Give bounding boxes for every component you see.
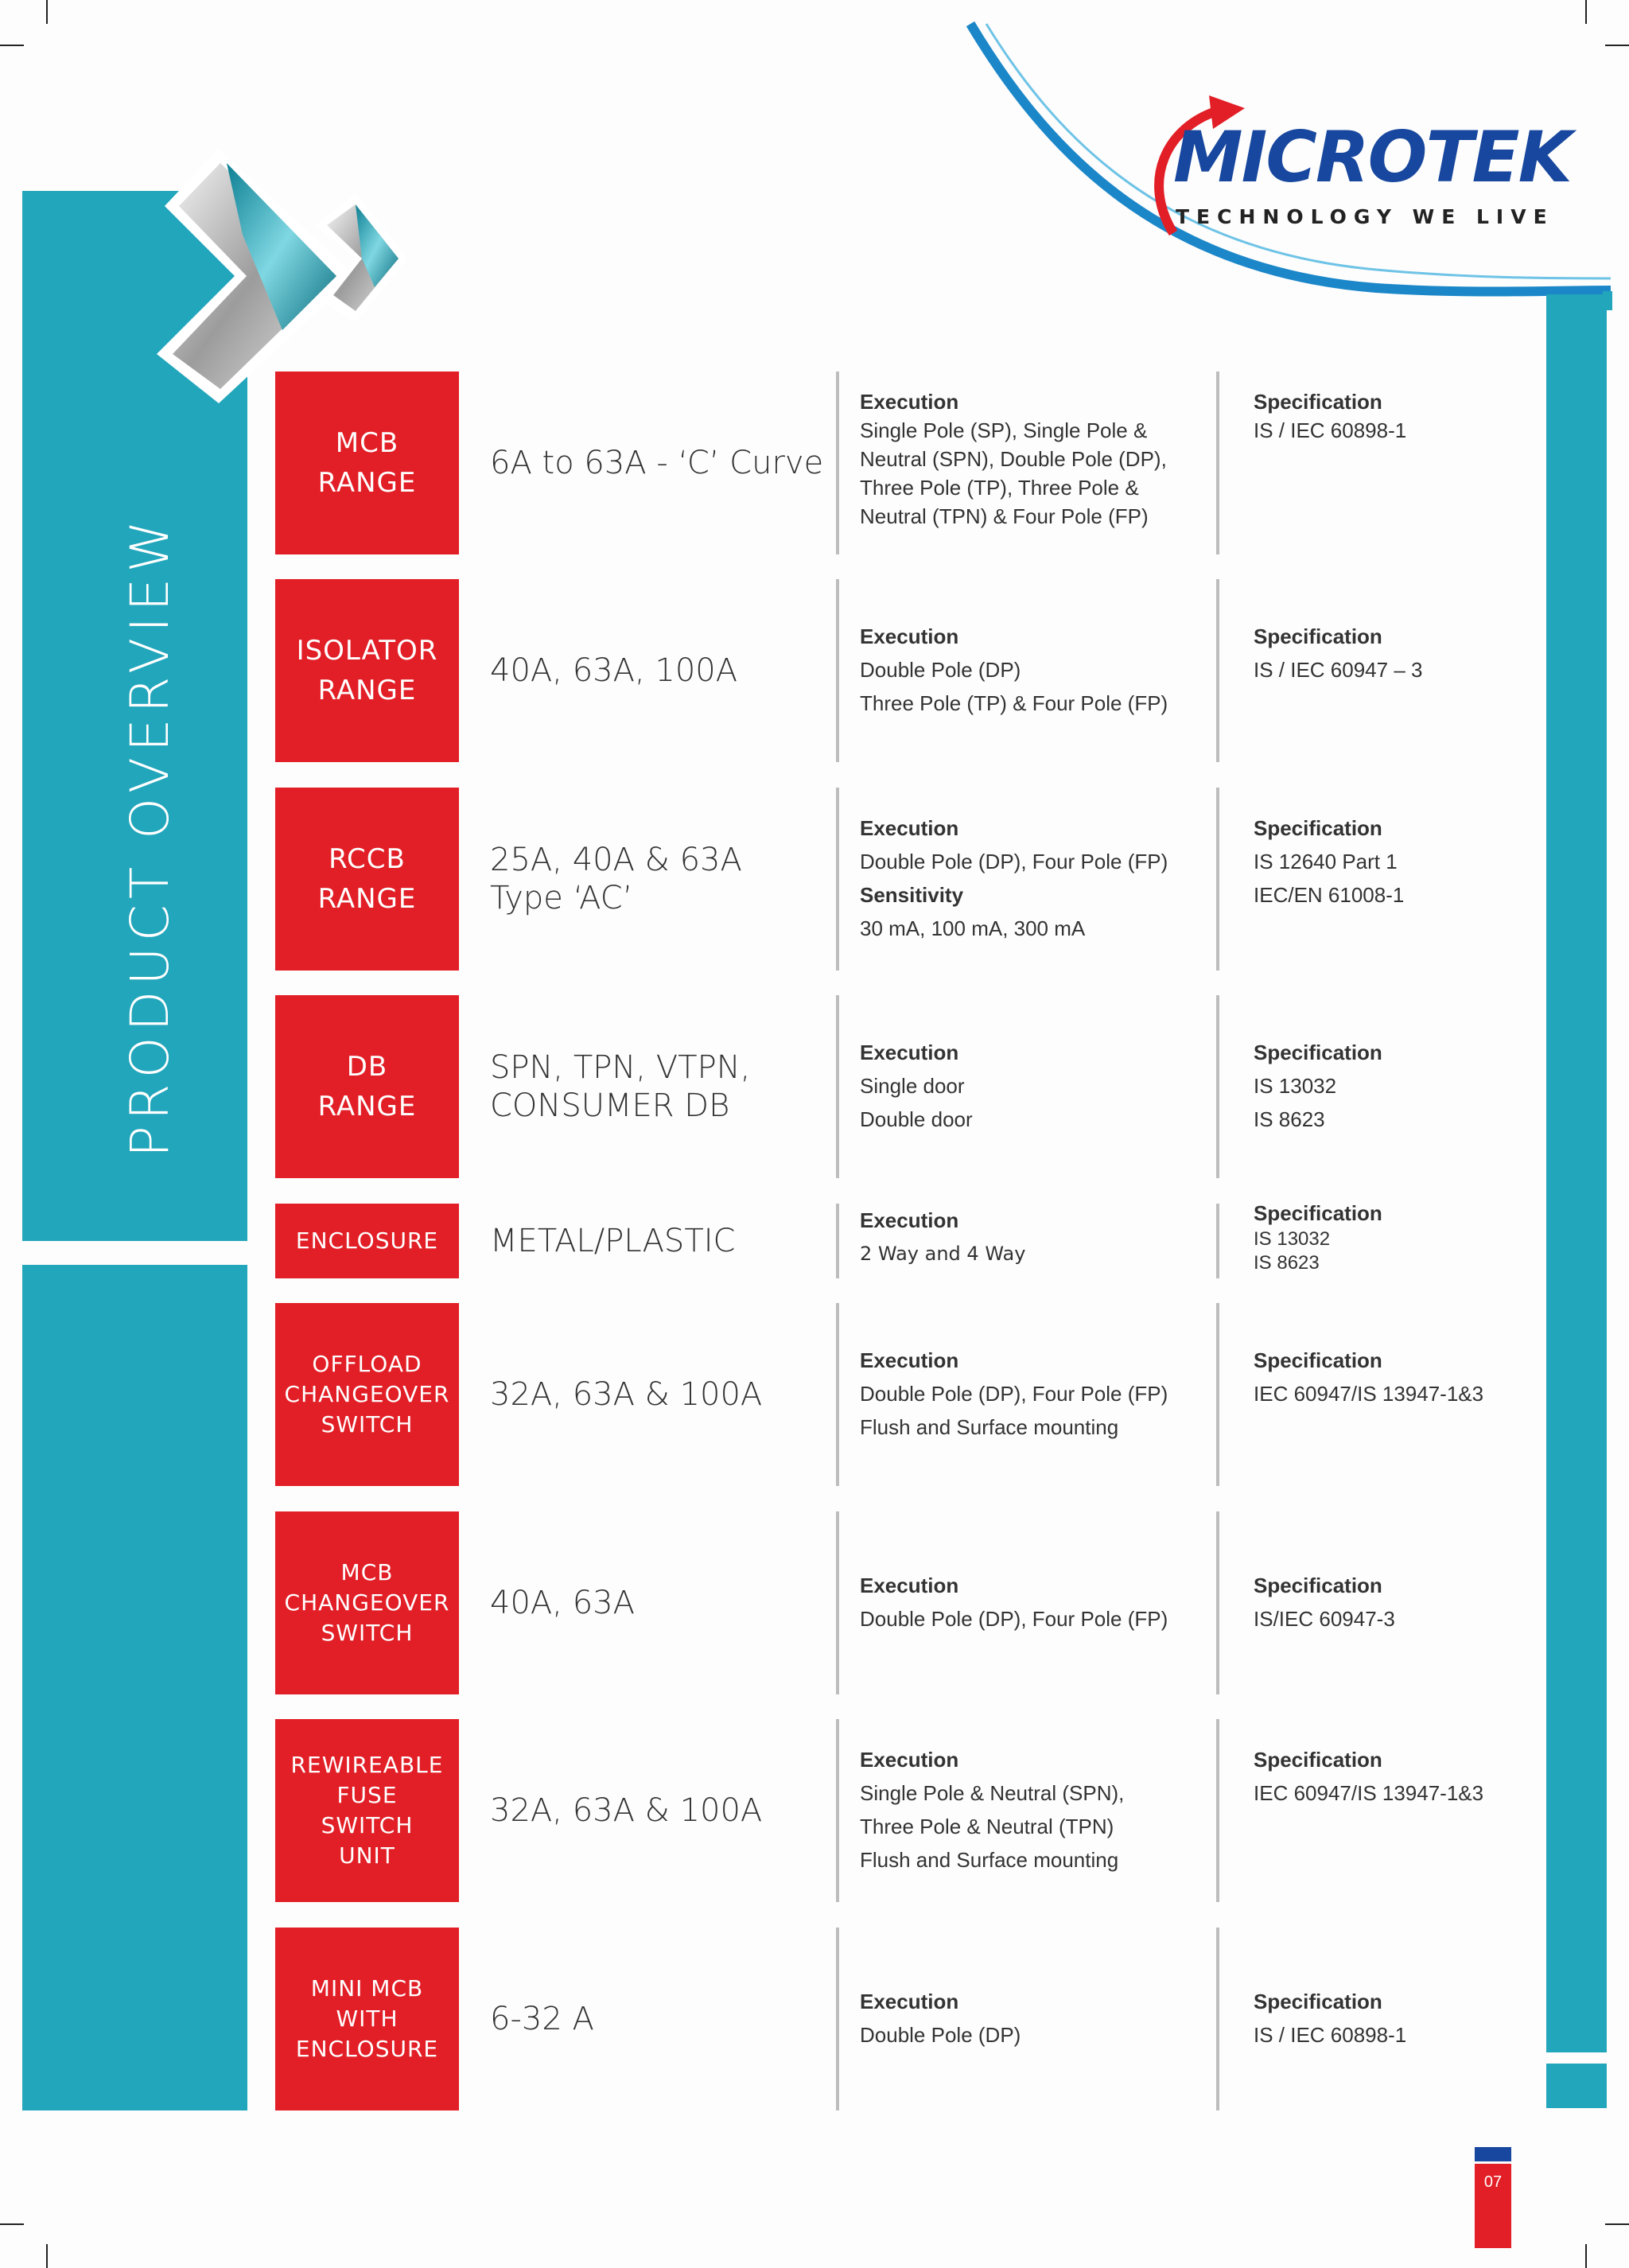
specification-block: [1254, 1036, 1532, 1136]
specification-heading: Specification: [1254, 624, 1382, 648]
execution-heading: Execution: [860, 816, 959, 840]
category-label: ISOLATOR RANGE: [275, 579, 459, 762]
execution-heading: Execution: [860, 1208, 959, 1232]
page-number: 07: [1475, 2164, 1511, 2248]
column-divider: [1216, 1511, 1219, 1694]
column-divider: [1216, 372, 1219, 554]
category-label: MCB RANGE: [275, 372, 459, 554]
category-label: MCB CHANGEOVER SWITCH: [275, 1511, 459, 1694]
specification-heading: Specification: [1254, 1201, 1382, 1225]
product-row-mini-mcb: [275, 1928, 1540, 2110]
execution-text: Double Pole (DP), Four Pole (FP): [860, 850, 1168, 873]
specification-heading: Specification: [1254, 816, 1382, 840]
specification-text: IS 13032 IS 8623: [1254, 1228, 1331, 1274]
execution-text: Double Pole (DP) Three Pole (TP) & Four Pole (FP): [860, 658, 1168, 715]
column-divider: [836, 1303, 839, 1486]
specification-heading: Specification: [1254, 1574, 1382, 1597]
execution-block: [860, 387, 1194, 531]
product-row-rewireable-fuse: [275, 1719, 1540, 1902]
column-divider: [836, 1719, 839, 1902]
product-row-mcb: [275, 372, 1540, 554]
column-divider: [1216, 1303, 1219, 1486]
rating-range: 25A, 40A & 63A Type ‘AC’: [490, 842, 742, 916]
column-divider: [1216, 995, 1219, 1178]
specification-text: IEC 60947/IS 13947-1&3: [1254, 1781, 1484, 1805]
category-label: RCCB RANGE: [275, 788, 459, 971]
right-band-upper: [1546, 294, 1607, 2052]
column-divider: [836, 372, 839, 554]
category-label: OFFLOAD CHANGEOVER SWITCH: [275, 1303, 459, 1486]
rating-range: 32A, 63A & 100A: [490, 1792, 763, 1829]
execution-text: 2 Way and 4 Way: [860, 1243, 1026, 1265]
specification-text: IEC 60947/IS 13947-1&3: [1254, 1382, 1484, 1406]
product-row-offload-changeover: [275, 1303, 1540, 1486]
specification-text: IS / IEC 60898-1: [1254, 2023, 1407, 2047]
column-divider: [1216, 579, 1219, 762]
product-row-enclosure: [275, 1201, 1540, 1278]
sensitivity-heading: Sensitivity: [860, 883, 964, 907]
execution-block: [860, 1985, 1194, 2052]
specification-heading: Specification: [1254, 1041, 1382, 1064]
rating-range: METAL/PLASTIC: [490, 1223, 736, 1259]
category-label: DB RANGE: [275, 995, 459, 1178]
execution-block: [860, 1036, 1194, 1136]
specification-heading: Specification: [1254, 1348, 1382, 1372]
crop-mark: [1585, 2244, 1587, 2268]
execution-heading: Execution: [860, 1748, 959, 1772]
specification-block: [1254, 811, 1532, 912]
rating-range: 40A, 63A, 100A: [490, 652, 738, 689]
specification-block: [1254, 1199, 1532, 1275]
sensitivity-text: 30 mA, 100 mA, 300 mA: [860, 916, 1086, 940]
rating-range: 6A to 63A - ‘C’ Curve: [490, 445, 824, 481]
specification-text: IS / IEC 60898-1: [1254, 418, 1407, 442]
specification-block: [1254, 620, 1532, 687]
specification-block: [1254, 387, 1532, 445]
rating-range: 32A, 63A & 100A: [490, 1376, 763, 1413]
execution-heading: Execution: [860, 390, 959, 414]
sidebar-band-lower: [22, 1265, 247, 2110]
execution-text: Double Pole (DP), Four Pole (FP) Flush and Surface mounting: [860, 1382, 1168, 1439]
column-divider: [1216, 1204, 1219, 1278]
product-row-mcb-changeover: [275, 1511, 1540, 1694]
execution-heading: Execution: [860, 1574, 959, 1597]
specification-heading: Specification: [1254, 1990, 1382, 2013]
crop-mark: [46, 0, 48, 24]
column-divider: [836, 1511, 839, 1694]
crop-mark: [0, 2223, 24, 2225]
execution-block: [860, 811, 1194, 945]
execution-block: [860, 1344, 1194, 1444]
column-divider: [836, 1928, 839, 2110]
specification-text: IS 13032 IS 8623: [1254, 1074, 1337, 1131]
execution-text: Single door Double door: [860, 1074, 973, 1131]
column-divider: [836, 995, 839, 1178]
execution-heading: Execution: [860, 1041, 959, 1064]
column-divider: [836, 1204, 839, 1278]
brand-tagline: TECHNOLOGY WE LIVE: [1176, 205, 1554, 228]
column-divider: [1216, 1928, 1219, 2110]
rating-range: 40A, 63A: [490, 1585, 635, 1621]
brand-logo: MICROTEK: [1173, 116, 1571, 198]
execution-heading: Execution: [860, 1990, 959, 2013]
category-label: REWIREABLE FUSE SWITCH UNIT: [275, 1719, 459, 1902]
crop-mark: [0, 45, 24, 46]
specification-text: IS / IEC 60947 – 3: [1254, 658, 1423, 682]
specification-block: [1254, 1743, 1532, 1810]
column-divider: [1216, 1719, 1219, 1902]
execution-text: Single Pole & Neutral (SPN), Three Pole & Neutral (TPN) Flush and Surface mounting: [860, 1781, 1125, 1872]
execution-heading: Execution: [860, 624, 959, 648]
crop-mark: [1605, 2223, 1629, 2225]
specification-text: IS/IEC 60947-3: [1254, 1607, 1395, 1631]
product-row-db: [275, 995, 1540, 1178]
specification-block: [1254, 1569, 1532, 1636]
right-band-lower: [1546, 2064, 1607, 2108]
specification-heading: Specification: [1254, 390, 1382, 414]
product-row-isolator: [275, 579, 1540, 762]
execution-block: [860, 1569, 1194, 1636]
execution-text: Double Pole (DP), Four Pole (FP): [860, 1607, 1168, 1631]
execution-block: [860, 620, 1194, 720]
specification-block: [1254, 1344, 1532, 1410]
rating-range: SPN, TPN, VTPN, CONSUMER DB: [490, 1049, 751, 1124]
execution-block: [860, 1743, 1194, 1877]
specification-text: IS 12640 Part 1 IEC/EN 61008-1: [1254, 850, 1405, 907]
crop-mark: [46, 2244, 48, 2268]
sidebar-title: PRODUCT OVERVIEW: [119, 515, 181, 1157]
page-number-cap: [1475, 2147, 1511, 2161]
execution-heading: Execution: [860, 1348, 959, 1372]
column-divider: [1216, 788, 1219, 971]
column-divider: [836, 788, 839, 971]
column-divider: [836, 579, 839, 762]
category-label: ENCLOSURE: [275, 1204, 459, 1278]
category-label: MINI MCB WITH ENCLOSURE: [275, 1928, 459, 2110]
execution-block: [860, 1204, 1194, 1270]
specification-block: [1254, 1985, 1532, 2052]
specification-heading: Specification: [1254, 1748, 1382, 1772]
product-row-rccb: [275, 788, 1540, 971]
execution-text: Single Pole (SP), Single Pole & Neutral (SPN), Double Pole (DP), Three Pole (TP), Three Pole & Neutral (TPN) & Four Pole (FP): [860, 418, 1167, 528]
execution-text: Double Pole (DP): [860, 2023, 1021, 2047]
rating-range: 6-32 A: [490, 2001, 594, 2037]
